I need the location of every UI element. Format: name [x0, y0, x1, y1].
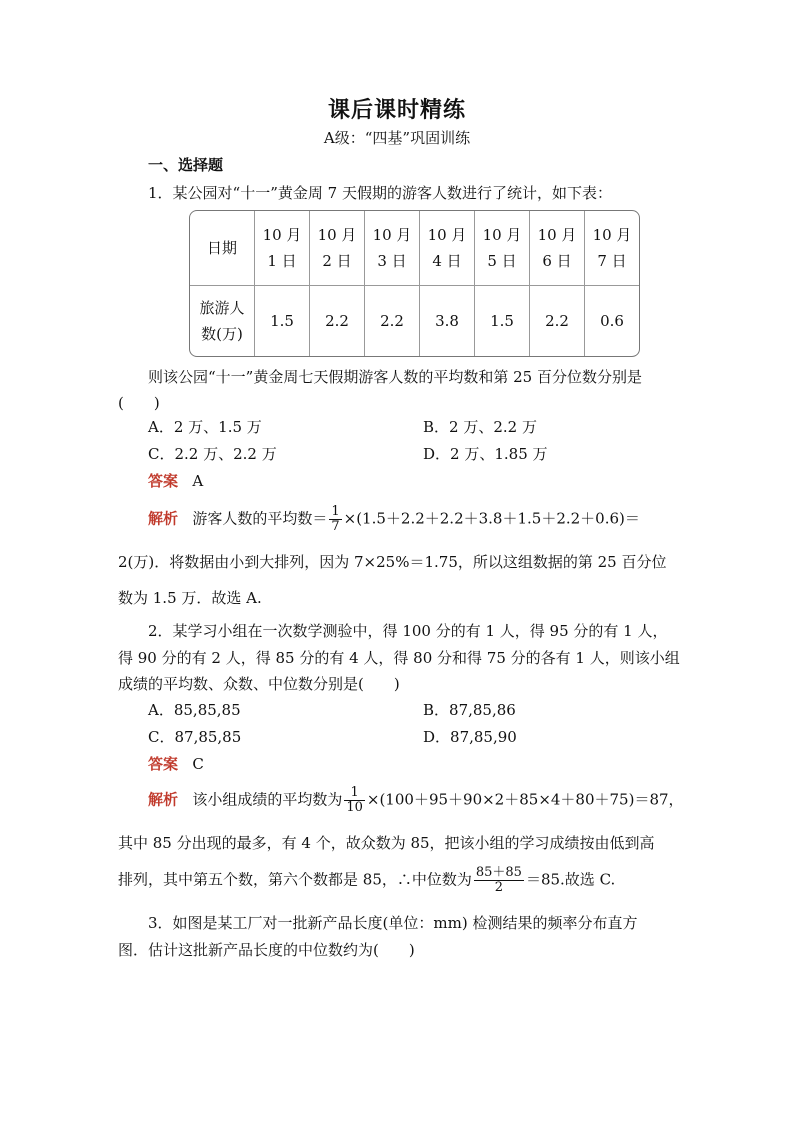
- fraction: $\frac{1}{10}$: [346, 785, 363, 815]
- table-header-date: 日期: [190, 211, 255, 286]
- fraction: $\frac{85+85}{2}$: [475, 865, 522, 895]
- table-cell-date: 10 月 4 日: [420, 211, 475, 286]
- q1-stem: 1．某公园对“十一”黄金周 7 天假期的游客人数进行了统计，如下表：: [148, 184, 612, 202]
- table-cell-date: 10 月 1 日: [255, 211, 310, 286]
- q1-answer-line: [148, 468, 203, 494]
- q2-analysis-line3: 排列，其中第五个数，第六个数都是 85，∴中位数为 $\frac{85+85}{2}$ ＝85.故选 C.: [118, 865, 616, 895]
- table-cell-count: 2.2: [310, 286, 365, 356]
- q2-answer-line: [148, 751, 204, 777]
- fraction: $\frac{1}{7}$: [331, 504, 340, 534]
- table-cell-date: 10 月 2 日: [310, 211, 365, 286]
- q1-option-d: D．2 万、1.85 万: [423, 445, 548, 463]
- table-header-count: 旅游人 数(万): [190, 286, 255, 356]
- q2-analysis-line1: 解析 该小组成绩的平均数为 $\frac{1}{10}$ ×(100＋95＋90×2＋85×4＋80＋75)＝87，: [148, 785, 684, 815]
- q1-option-c: C．2.2 万、2.2 万: [148, 445, 277, 463]
- q2-analysis-line2: 其中 85 分出现的最多，有 4 个，故众数为 85，把该小组的学习成绩按由低到高: [118, 834, 655, 852]
- q1-analysis-line2: 2(万)．将数据由小到大排列，因为 7×25%＝1.75，所以这组数据的第 25 百分位: [118, 553, 667, 571]
- q1-option-a: A．2 万、1.5 万: [148, 418, 262, 436]
- q2-option-a: A．85,85,85: [148, 701, 241, 719]
- answer-label: 答案: [148, 755, 179, 773]
- table-cell-date: 10 月 6 日: [530, 211, 585, 286]
- q1-analysis-line1: 解析 游客人数的平均数＝ $\frac{1}{7}$ ×(1.5＋2.2＋2.2＋3.8＋1.5＋2.2＋0.6)＝: [148, 504, 640, 534]
- q2-line3: 成绩的平均数、众数、中位数分别是( ): [118, 675, 400, 693]
- table-cell-count: 1.5: [255, 286, 310, 356]
- analysis-label: 解析: [148, 509, 179, 528]
- table-cell-count: 1.5: [475, 286, 530, 356]
- q2-option-c: C．87,85,85: [148, 728, 242, 746]
- table-row-dates: [190, 211, 639, 286]
- q2-option-b: B．87,85,86: [423, 701, 516, 719]
- q1-option-b: B．2 万、2.2 万: [423, 418, 537, 436]
- q2-option-d: D．87,85,90: [423, 728, 517, 746]
- q2-line2: 得 90 分的有 2 人，得 85 分的有 4 人，得 80 分和得 75 分的各有 1 人，则该小组: [118, 649, 680, 667]
- table-cell-count: 2.2: [530, 286, 585, 356]
- table-cell-date: 10 月 3 日: [365, 211, 420, 286]
- level-subtitle: A级：“四基”巩固训练: [323, 129, 471, 147]
- q2-answer: C: [192, 755, 204, 773]
- q3-line2: 图．估计这批新产品长度的中位数约为( ): [118, 941, 415, 959]
- visitor-table: [189, 210, 640, 357]
- table-cell-date: 10 月 7 日: [585, 211, 639, 286]
- analysis-label: 解析: [148, 790, 179, 809]
- page-title: 课后课时精练: [327, 97, 466, 123]
- section-heading: 一、选择题: [148, 156, 224, 174]
- table-cell-count: 0.6: [600, 312, 624, 330]
- q2-line1: 2．某学习小组在一次数学测验中，得 100 分的有 1 人，得 95 分的有 1 人，: [148, 622, 668, 640]
- table-cell-count: 2.2: [365, 286, 420, 356]
- answer-label: 答案: [148, 472, 179, 490]
- table-row-counts: [190, 286, 639, 356]
- q1-paren: ( ): [118, 394, 160, 412]
- q1-answer: A: [192, 472, 204, 490]
- q1-analysis-line3: 数为 1.5 万．故选 A.: [118, 589, 262, 607]
- table-cell-count: 3.8: [420, 286, 475, 356]
- table-cell-date: 10 月 5 日: [475, 211, 530, 286]
- q3-line1: 3．如图是某工厂对一批新产品长度(单位：mm) 检测结果的频率分布直方: [148, 914, 638, 932]
- q1-question: 则该公园“十一”黄金周七天假期游客人数的平均数和第 25 百分位数分别是: [148, 368, 642, 386]
